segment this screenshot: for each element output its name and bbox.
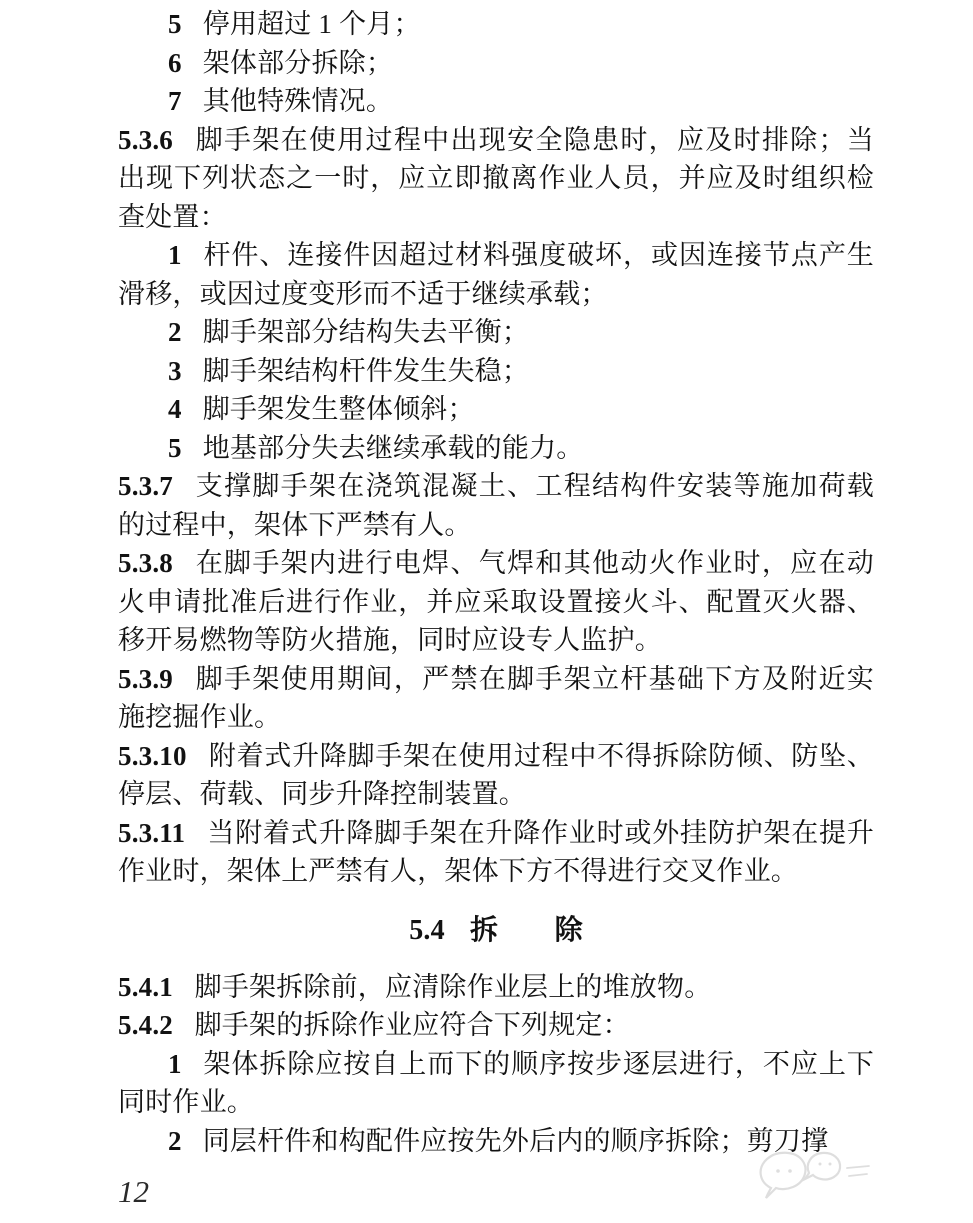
clause-text: 在脚手架内进行电焊、气焊和其他动火作业时，应在动火申请批准后进行作业，并应采取设置接火斗、配置灭火器、移开易燃物等防火措施，同时应设专人监护。 — [118, 548, 874, 655]
clause-5-3-6 — [118, 121, 874, 237]
clause-5-3-7 — [118, 467, 874, 544]
item-text: 杆件、连接件因超过材料强度破坏，或因连接节点产生滑移，或因过度变形而不适于继续承载； — [118, 240, 874, 309]
clause-number: 5.4.1 — [118, 971, 173, 1002]
list-item — [118, 352, 874, 391]
section-number: 5.4 — [409, 914, 445, 946]
clause-text: 脚手架的拆除作业应符合下列规定： — [194, 1010, 630, 1040]
item-text: 脚手架发生整体倾斜； — [202, 394, 475, 424]
item-number: 5 — [167, 432, 182, 463]
item-text: 架体部分拆除； — [202, 47, 394, 78]
list-item — [118, 390, 874, 429]
list-item — [118, 313, 874, 352]
item-number: 2 — [167, 317, 182, 347]
item-text: 其他特殊情况。 — [202, 86, 394, 116]
item-text: 架体拆除应按自上而下的顺序按步逐层进行，不应上下同时作业。 — [118, 1048, 874, 1117]
clause-number: 5.3.11 — [118, 817, 186, 848]
list-item — [118, 82, 874, 121]
list-item — [118, 5, 874, 44]
clause-text: 附着式升降脚手架在使用过程中不得拆除防倾、防坠、停层、荷载、同步升降控制装置。 — [118, 740, 874, 809]
page-number: 12 — [118, 1174, 149, 1209]
clause-text: 脚手架使用期间，严禁在脚手架立杆基础下方及附近实施挖掘作业。 — [118, 663, 874, 732]
item-number: 1 — [167, 240, 182, 270]
list-item — [118, 236, 874, 313]
item-number: 5 — [167, 9, 182, 39]
item-number: 2 — [167, 1125, 182, 1156]
clause-5-4-1 — [118, 968, 874, 1007]
clause-number: 5.3.8 — [118, 548, 173, 578]
clause-5-3-9 — [118, 660, 874, 737]
clause-number: 5.3.6 — [118, 124, 173, 155]
item-number: 3 — [167, 355, 182, 386]
item-text: 脚手架结构杆件发生失稳； — [202, 355, 530, 386]
item-number: 4 — [167, 394, 182, 424]
item-text: 脚手架部分结构失去平衡； — [202, 317, 530, 347]
clause-5-3-10 — [118, 737, 874, 814]
clause-number: 5.4.2 — [118, 1010, 173, 1040]
list-item — [118, 44, 874, 83]
item-number: 1 — [167, 1048, 182, 1079]
section-title: 拆 除 — [469, 914, 583, 946]
clause-text: 支撑脚手架在浇筑混凝土、工程结构件安装等施加荷载的过程中，架体下严禁有人。 — [118, 471, 874, 540]
list-item — [118, 429, 874, 468]
section-heading — [118, 911, 874, 950]
clause-text: 当附着式升降脚手架在升降作业时或外挂防护架在提升作业时，架体上严禁有人，架体下方不得进行交叉作业。 — [118, 817, 874, 886]
list-item — [118, 1122, 874, 1161]
item-number: 7 — [167, 86, 182, 116]
list-item — [118, 1045, 874, 1122]
clause-number: 5.3.9 — [118, 663, 173, 694]
clause-5-3-8 — [118, 544, 874, 660]
item-text: 停用超过 1 个月； — [202, 9, 421, 39]
clause-5-3-11 — [118, 814, 874, 891]
clause-text: 脚手架拆除前，应清除作业层上的堆放物。 — [194, 971, 712, 1002]
item-text: 同层杆件和构配件应按先外后内的顺序拆除；剪刀撑 — [202, 1125, 829, 1156]
item-number: 6 — [167, 47, 182, 78]
clause-number: 5.3.10 — [118, 740, 187, 771]
clause-5-4-2 — [118, 1006, 874, 1045]
item-text: 地基部分失去继续承载的能力。 — [202, 432, 584, 463]
clause-number: 5.3.7 — [118, 471, 173, 501]
clause-text: 脚手架在使用过程中出现安全隐患时，应及时排除；当出现下列状态之一时，应立即撤离作业人员，并应及时组织检查处置： — [118, 124, 874, 232]
